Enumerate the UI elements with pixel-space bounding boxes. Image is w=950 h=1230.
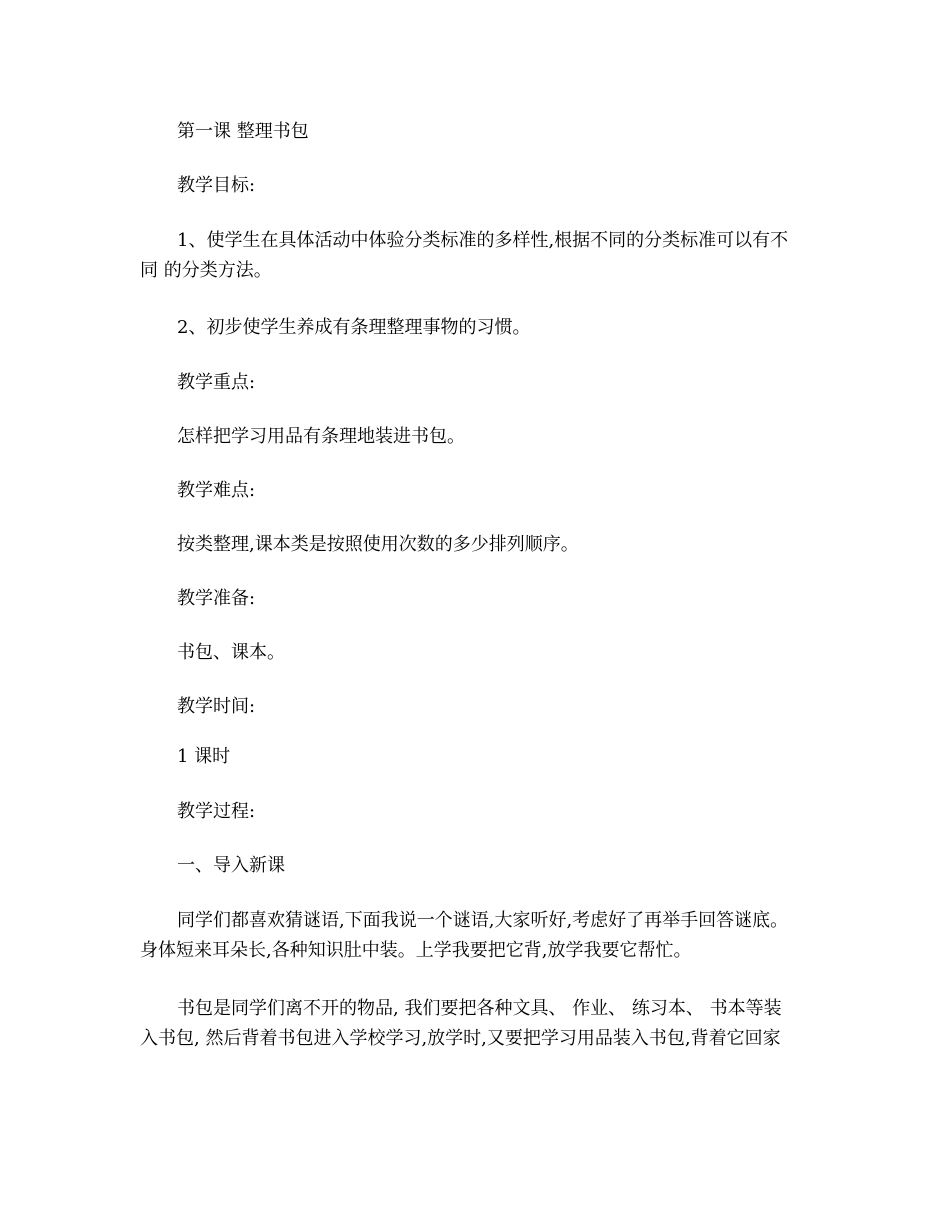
heading-time	[140, 692, 812, 722]
paragraph-line: 入书包, 然后背着书包进入学校学习,放学时,又要把学习用品装入书包,背着它回家	[140, 1028, 781, 1049]
paragraph-line: 书包是同学们离不开的物品, 我们要把各种文具、 作业、 练习本、 书本等装	[177, 998, 782, 1019]
paragraph-line: 同 的分类方法。	[140, 260, 272, 281]
document-title	[140, 117, 812, 147]
difficulties-text	[140, 530, 812, 560]
paragraph-line: 同学们都喜欢猜谜语,下面我说一个谜语,大家听好,考虑好了再举手回答谜底。	[177, 910, 789, 931]
title-line: 第一课 整理书包	[177, 121, 309, 142]
goal-item-2	[140, 313, 812, 343]
preparation-text	[140, 638, 812, 668]
heading-preparation	[140, 584, 812, 614]
paragraph-line: 按类整理,课本类是按照使用次数的多少排列顺序。	[177, 534, 579, 555]
section-heading-intro	[140, 851, 812, 881]
heading-process	[140, 797, 812, 827]
paragraph-line: 教学准备:	[177, 588, 256, 609]
paragraph-line: 书包、课本。	[177, 642, 285, 663]
key-points-text	[140, 422, 812, 452]
paragraph-line: 身体短来耳朵长,各种知识肚中装。上学我要把它背,放学我要它帮忙。	[140, 940, 692, 961]
schoolbag-paragraph	[140, 994, 812, 1054]
time-text	[140, 742, 812, 772]
paragraph-line: 教学重点:	[177, 372, 256, 393]
paragraph-line: 教学过程:	[177, 801, 256, 822]
heading-teaching-goals	[140, 171, 812, 201]
paragraph-line: 怎样把学习用品有条理地装进书包。	[177, 426, 465, 447]
goal-item-1	[140, 226, 812, 286]
paragraph-line: 1 课时	[177, 746, 231, 767]
heading-difficulties	[140, 476, 812, 506]
paragraph-line: 一、导入新课	[177, 855, 285, 876]
paragraph-line: 教学难点:	[177, 480, 256, 501]
paragraph-line: 教学目标:	[177, 175, 256, 196]
paragraph-line: 1、使学生在具体活动中体验分类标准的多样性,根据不同的分类标准可以有不	[177, 230, 789, 251]
paragraph-line: 2、初步使学生养成有条理整理事物的习惯。	[177, 317, 531, 338]
paragraph-line: 教学时间:	[177, 696, 256, 717]
heading-key-points	[140, 368, 812, 398]
riddle-paragraph	[140, 906, 812, 966]
